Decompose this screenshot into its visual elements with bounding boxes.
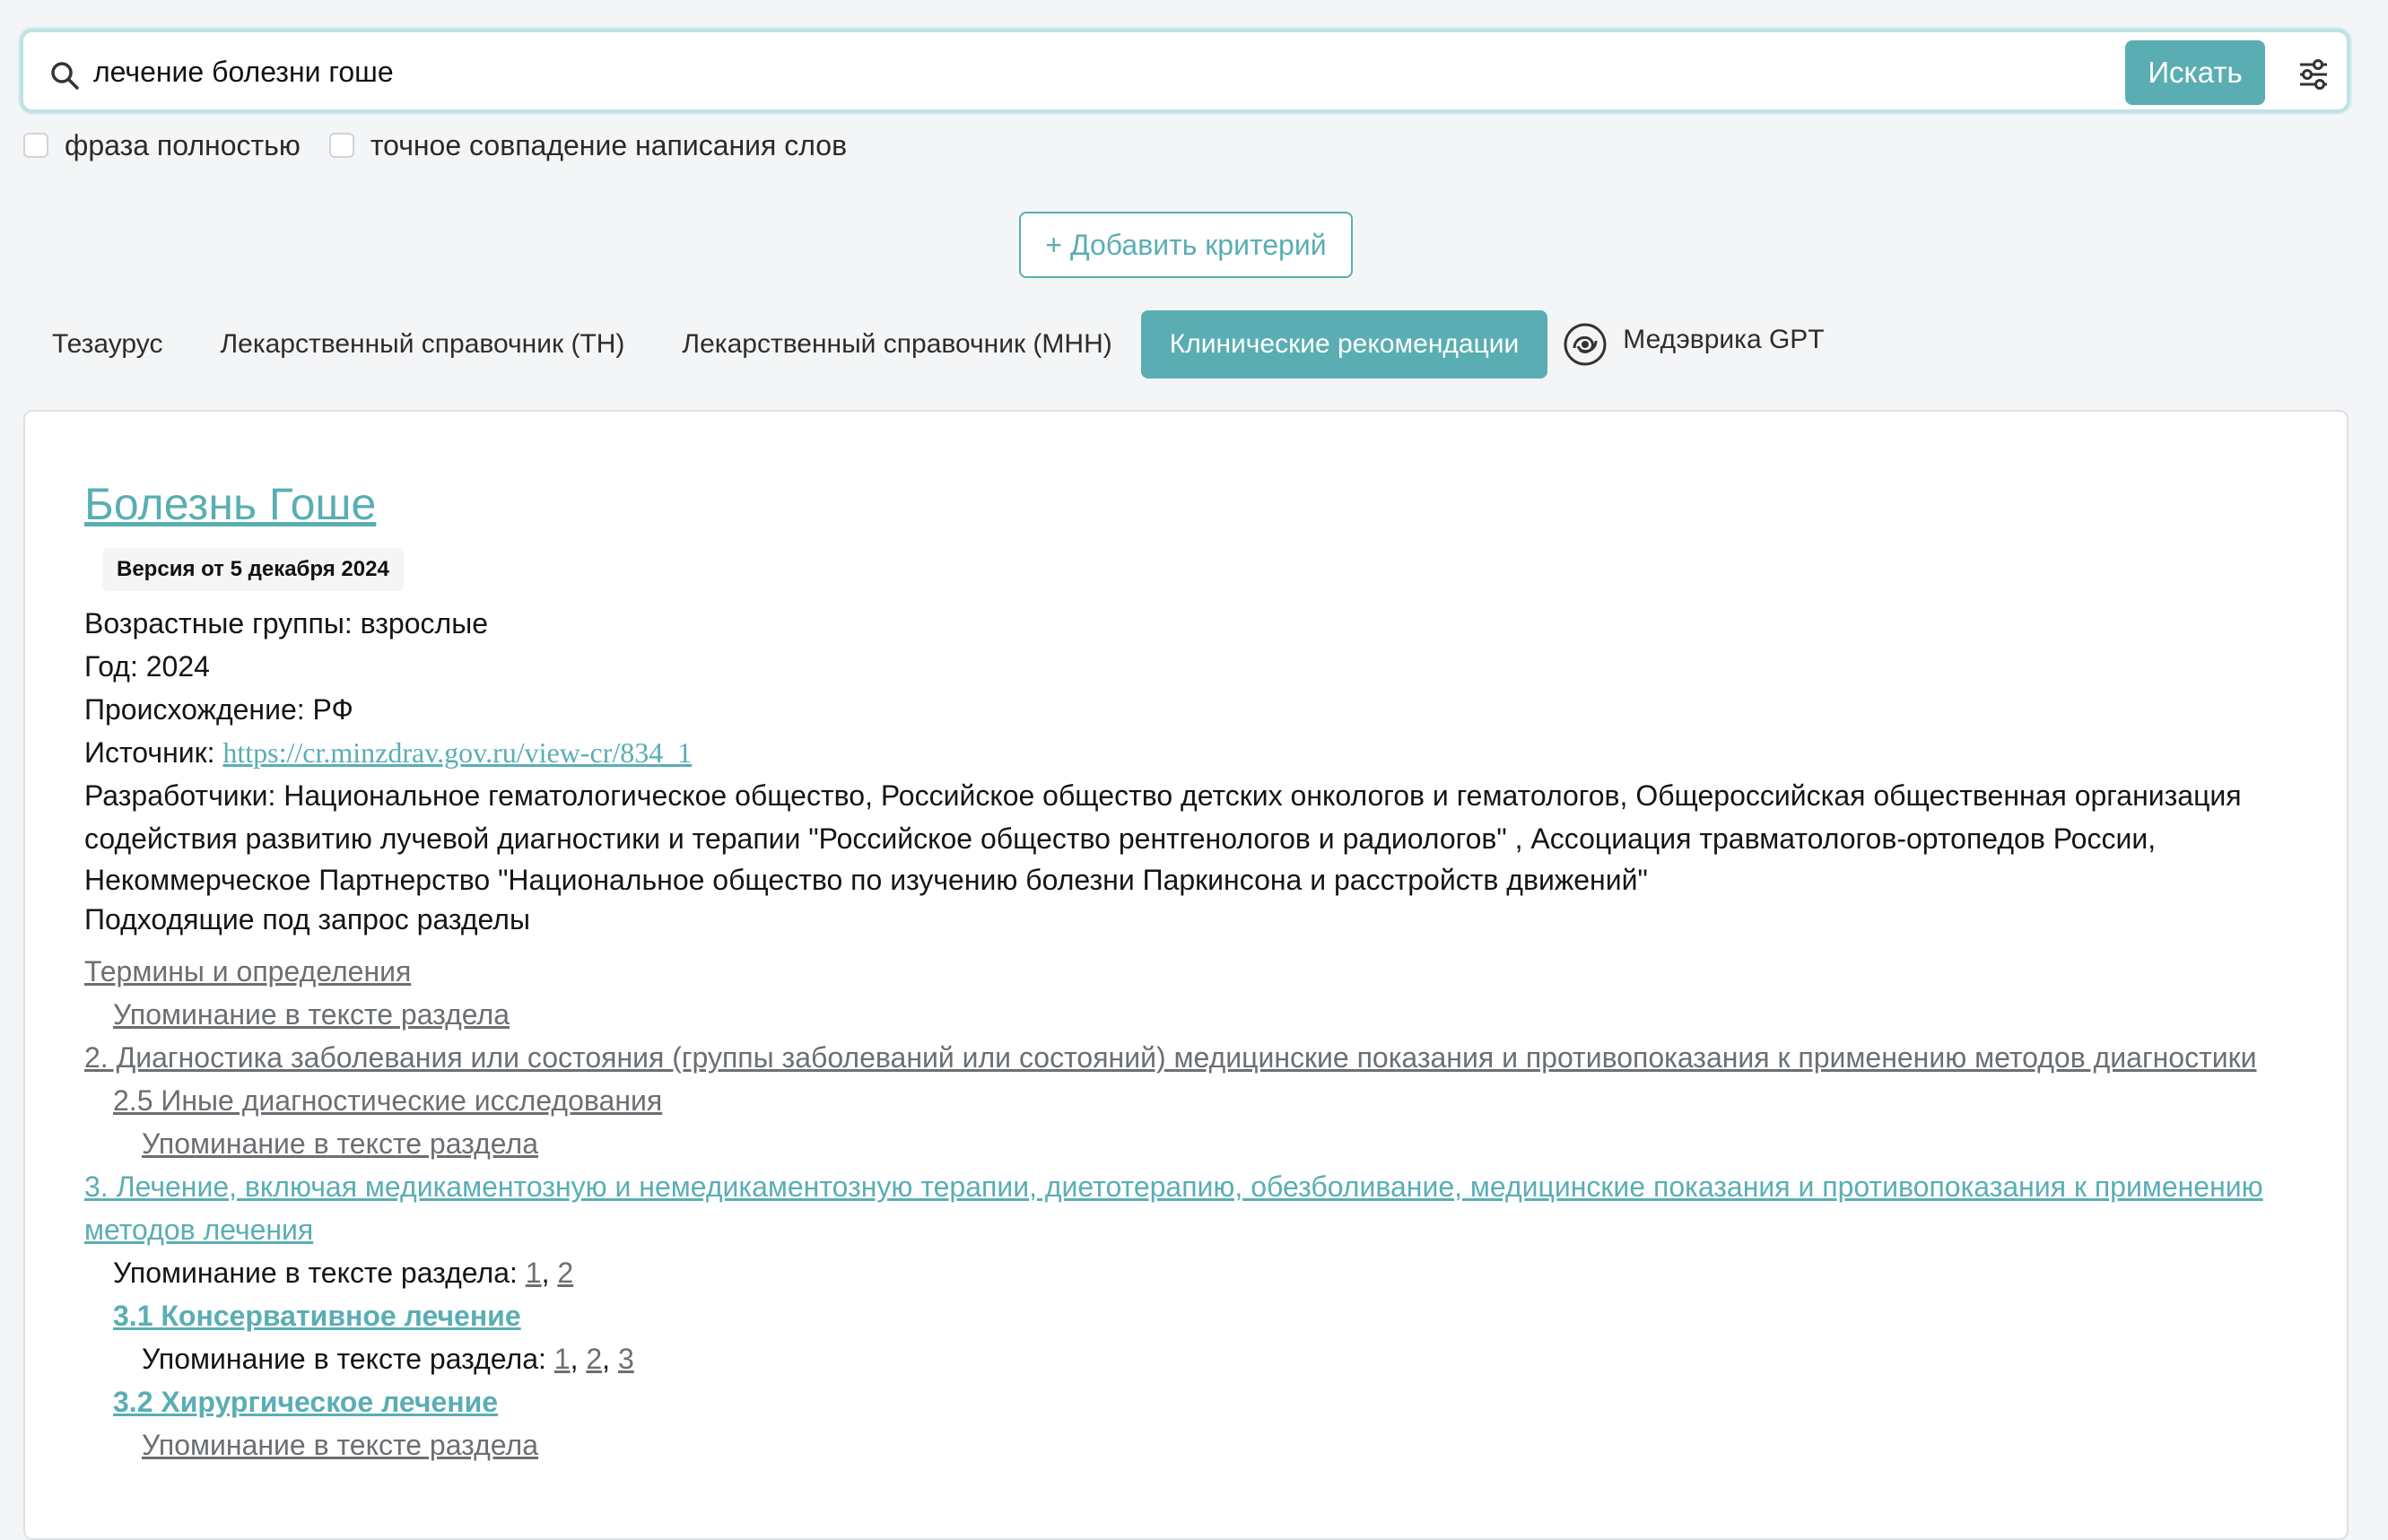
section-3-2 [84,1380,2309,1423]
tab-drugs-tn[interactable]: Лекарственный справочник (ТН) [220,329,625,359]
section-3-2-mention-link[interactable]: Упоминание в тексте раздела [142,1429,538,1461]
search-icon [48,59,81,91]
mention-label: Упоминание в тексте раздела: [142,1343,554,1375]
section-diagnostics-link[interactable]: 2. Диагностика заболевания или состояния (группы заболеваний или состояний) медицинские показания и противопоказания к применению методов диагностики [84,1041,2257,1074]
section-3-2-mention [84,1423,2309,1466]
developers-line-1: Разработчики: Национальное гематологическое общество, Российское общество детских онкологов и гематологов, Общероссийская общественная организация [84,779,2242,812]
section-treatment-mention: Упоминание в тексте раздела: 1, 2 [113,1257,574,1289]
mention-ref-link[interactable]: 2 [557,1257,574,1289]
section-2-5-mention-link[interactable]: Упоминание в тексте раздела [142,1127,538,1160]
section-terms-link[interactable]: Термины и определения [84,955,412,988]
mention-label: Упоминание в тексте раздела: [113,1257,526,1289]
exact-match-checkbox-label[interactable]: точное совпадение написания слов [370,128,848,161]
section-treatment-link-line-2[interactable]: методов лечения [84,1214,314,1246]
search-bar [20,29,2350,113]
search-button[interactable]: Искать [2125,40,2265,105]
tab-clinical-guidelines[interactable]: Клинические рекомендации [1141,310,1548,378]
section-2-5-link[interactable]: 2.5 Иные диагностические исследования [113,1084,663,1117]
mention-ref-link[interactable]: 3 [617,1343,634,1375]
tab-thesaurus[interactable]: Тезаурус [52,329,163,359]
source [84,731,2309,774]
filter-settings-icon[interactable] [2293,54,2334,95]
section-terms-mention [84,993,2309,1036]
search-options [23,124,876,167]
add-criterion-button[interactable]: + Добавить критерий [1019,212,1353,278]
version-badge: Версия от 5 декабря 2024 [102,548,404,591]
gpt-logo-icon[interactable] [1562,321,1608,368]
phrase-checkbox[interactable] [23,133,48,158]
section-3-1 [84,1294,2309,1337]
phrase-checkbox-label[interactable]: фраза полностью [65,128,301,161]
section-3-2-link[interactable]: 3.2 Хирургическое лечение [113,1386,499,1418]
section-terms-mention-link[interactable]: Упоминание в тексте раздела [113,998,510,1031]
section-treatment-link-line-1[interactable]: 3. Лечение, включая медикаментозную и немедикаментозную терапии, диетотерапию, обезболивание, медицинские показания и противопоказания к применению [84,1170,2263,1203]
section-2-5 [84,1079,2309,1122]
tabs [23,310,1825,378]
developers-line-2: содействия развитию лучевой диагностики и терапии "Российское общество рентгенологов и радиологов" , Ассоциация травматологов-ортопедов России, [84,822,2157,855]
result-card [23,410,2349,1540]
exact-match-checkbox[interactable] [329,133,354,158]
section-diagnostics [84,1036,2309,1079]
mention-ref-link[interactable]: 2 [586,1343,603,1375]
search-input[interactable] [93,48,2085,95]
year: Год: 2024 [84,650,210,683]
source-link[interactable]: https://cr.minzdrav.gov.ru/view-cr/834_1 [222,736,693,769]
section-treatment [84,1165,2309,1208]
section-3-1-link[interactable]: 3.1 Консервативное лечение [113,1300,521,1332]
tab-drugs-mnn[interactable]: Лекарственный справочник (МНН) [682,329,1112,359]
mention-ref-link[interactable]: 1 [553,1343,571,1375]
source-label: Источник: [84,736,223,769]
age-groups: Возрастные группы: взрослые [84,607,488,639]
origin: Происхождение: РФ [84,693,353,726]
mention-ref-link[interactable]: 1 [525,1257,542,1289]
sections-list [84,950,2309,1466]
sections-heading: Подходящие под запрос разделы [84,903,530,935]
section-3-1-mention: Упоминание в тексте раздела: 1, 2, 3 [142,1343,634,1375]
section-terms [84,950,2309,993]
section-treatment-cont [84,1208,2309,1251]
result-meta [84,602,2309,939]
result-title-link[interactable]: Болезнь Гоше [84,479,377,529]
tab-medeurika-gpt[interactable]: Медэврика GPT [1623,325,1825,354]
section-2-5-mention [84,1122,2309,1165]
developers-line-3: Некоммерческое Партнерство "Национальное общество по изучению болезни Паркинсона и расстройств движений" [84,864,1648,896]
